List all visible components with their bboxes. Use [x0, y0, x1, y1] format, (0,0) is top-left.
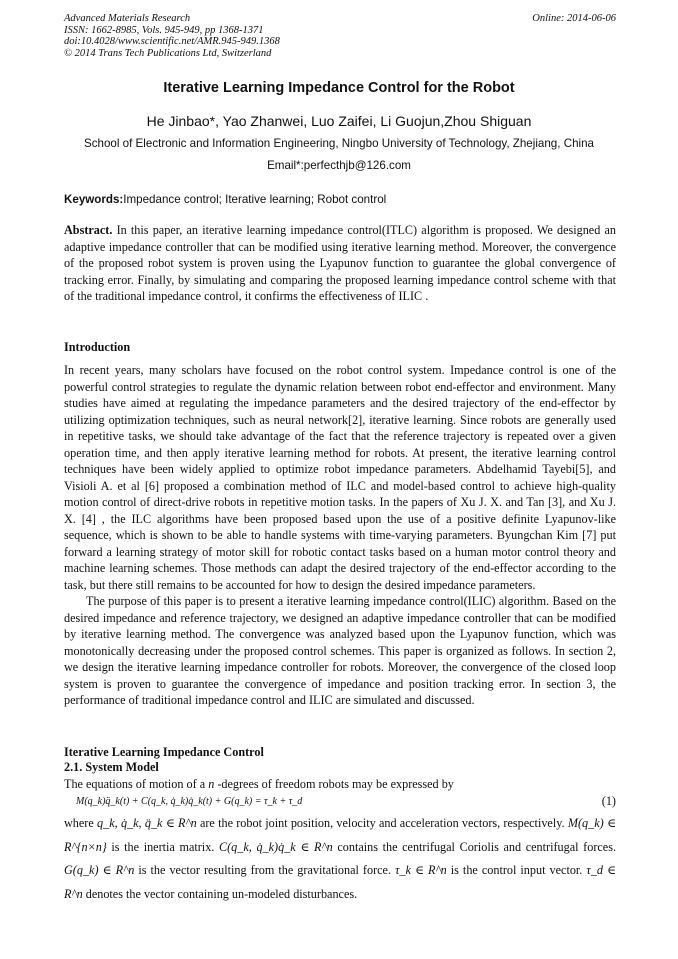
abstract-text: In this paper, an iterative learning impedance control(ITLC) algorithm is proposed. We designed an adaptive impedance controller that can be modified using iterative learning method. Moreover, the convergence of the proposed robot system is proven using the Lyapunov function to guarantee the global convergence of tracking error. Finally, by simulating and comparing the proposed learning impedance control scheme with that of the traditional impedance control, it confirms the effectiveness of ILIC .: [64, 223, 616, 303]
keywords-line: [64, 193, 616, 206]
math-n: n: [208, 777, 215, 791]
abstract-label: Abstract.: [64, 223, 113, 237]
math-joint-vectors: q_k, q̇_k, q̈_k ∈ R^n: [97, 816, 197, 830]
journal-header: [64, 13, 616, 59]
keywords-label: Keywords:: [64, 193, 124, 206]
math-coriolis: C(q_k, q̇_k)q̇_k ∈ R^n: [218, 839, 333, 854]
abstract: [64, 222, 616, 305]
subsection-heading: 2.1. System Model: [64, 760, 159, 774]
math-inertia: M(q_k) ∈ R^{n×n}: [64, 816, 616, 854]
author-list: He Jinbao*, Yao Zhanwei, Luo Zaifei, Li Guojun,Zhou Shiguan: [146, 113, 532, 129]
issn-line: ISSN: 1662-8985, Vols. 945-949, pp 1368-1371: [64, 24, 264, 36]
section-heading: Iterative Learning Impedance Control: [64, 745, 264, 759]
doi-line: doi:10.4028/www.scientific.net/AMR.945-949.1368: [64, 36, 280, 47]
introduction-body: [64, 362, 616, 709]
math-gravity: G(q_k) ∈ R^n: [64, 863, 135, 877]
online-date: Online: 2014-06-06: [532, 13, 616, 24]
journal-name: Advanced Materials Research: [64, 13, 191, 24]
keywords-text: Impedance control; Iterative learning; Robot control: [123, 193, 387, 206]
copyright-line: © 2014 Trans Tech Publications Ltd, Switzerland: [64, 47, 272, 59]
equation-1: M(q_k)q̈_k(t) + C(q_k, q̇_k)q̇_k(t) + G(q_k) = τ_k + τ_d: [76, 796, 303, 807]
math-control-input: τ_k ∈ R^n: [395, 863, 447, 877]
introduction-heading: Introduction: [64, 340, 131, 354]
introduction-paragraph-1: In recent years, many scholars have focused on the robot control system. Impedance control is one of the powerful control strategies to regulate the dynamic relation between robot end-effector and environment. Many studies have aimed at regulating the impedance parameters and the desired trajectory of the end-effector by utilizing optimization techniques, such as neural network[2], iterative learning. Since robots are generally used in repetitive tasks, we should take advantage of the fact that the reference trajectory is repeated over a given operation time, and then apply iterative learning method for robots. At present, the iterative learning control techniques have been widely applied to optimize robot impedance parameters. Abdelhamid Tayebi[5], and Visioli A. et al [6] proposed a combination method of ILC and model-based control to achieve high-quality motion control of direct-drive robots in repetitive motion tasks. In the papers of Xu J. X. and Tan [3], and Xu J. X. [4] , the ILC algorithms have been proposed based upon the use of a positive definite Lyapunov-like sequence, which is shown to be able to handle systems with time-varying parameters. Byungchan Kim [7] put forward a learning strategy of motor skill for robotic contact tasks based on a human motor control theory and machine learning schemes. Those methods can adapt the desired trajectory of the end-effector according to the task, but there still remains to be accounted for how to design the desired impedance parameters.: [64, 363, 616, 592]
paper-title: Iterative Learning Impedance Control for the Robot: [163, 80, 515, 96]
math-disturbance: τ_d ∈ R^n: [64, 863, 617, 901]
variable-definitions: where q_k, q̇_k, q̈_k ∈ R^n are the robot joint position, velocity and acceleration vectors, respectively. M(q_k) ∈ R^{n×n} is the inertia matrix. C(q_k, q̇_k)q̇_k ∈ R^n contains the centrifugal Coriolis and centrifugal forces. G(q_k) ∈ R^n is the vector resulting from the gravitational force. τ_k ∈ R^n is the control input vector. τ_d ∈ R^n denotes the vector containing un-modeled disturbances.: [64, 816, 617, 901]
contact-email: Email*:perfecthjb@126.com: [267, 159, 411, 172]
equation-intro: The equations of motion of a n -degrees of freedom robots may be expressed by: [64, 777, 454, 791]
affiliation: School of Electronic and Information Engineering, Ningbo University of Technology, Zhejiang, China: [84, 137, 594, 150]
equation-number: (1): [601, 794, 616, 808]
introduction-paragraph-2: The purpose of this paper is to present a iterative learning impedance control(ILIC) algorithm. Based on the desired impedance and reference trajectory, we designed an adaptive impedance controller that can be modified by iterative learning method. The convergence was analyzed based upon the Lyapunov function, which was monotonically decreasing under the proposed control schemes. This paper is organized as follows. In section 2, we design the iterative learning impedance controller for robots. Moreover, the convergence of the closed loop system is proven to guarantee the convergence of impedance and position tracking error. In section 3, the performance of traditional impedance control and ILIC are simulated and discussed.: [64, 594, 616, 707]
